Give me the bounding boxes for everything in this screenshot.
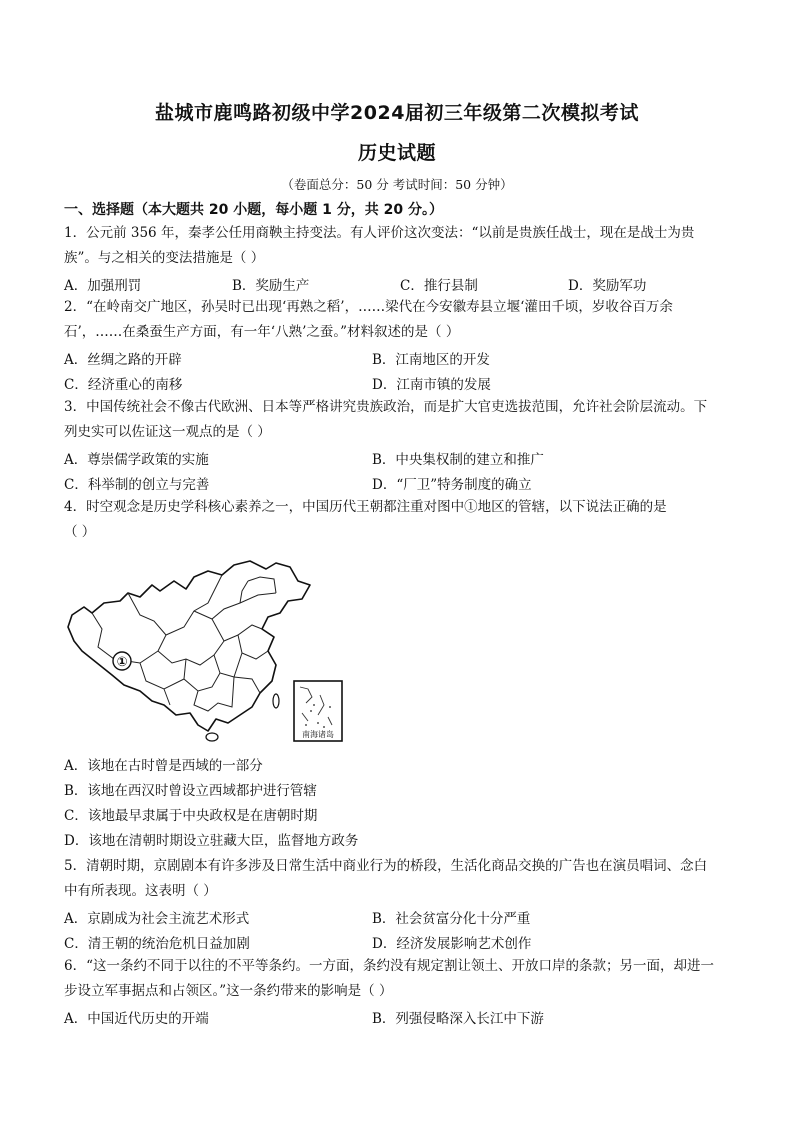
q1-stem-line1: 1．公元前 356 年，秦孝公任用商鞅主持变法。有人评价这次变法：“以前是贵族任战士，现在是战士为贵 xyxy=(64,225,695,241)
q6-option-a: A．中国近代历史的开端 xyxy=(64,1011,209,1027)
q6-stem-line2: 步设立军事据点和占领区。”这一条约带来的影响是（ ） xyxy=(64,983,393,999)
q1-option-d: D．奖励军功 xyxy=(568,278,647,294)
exam-meta: （卷面总分：50 分 考试时间：50 分钟） xyxy=(281,177,513,192)
q2-option-b: B．江南地区的开发 xyxy=(372,352,490,368)
region-1-label: ① xyxy=(116,655,128,670)
q6-option-b: B．列强侵略深入长江中下游 xyxy=(372,1011,544,1027)
q4-stem-line2: （ ） xyxy=(64,524,96,540)
q3-option-d: D．“厂卫”特务制度的确立 xyxy=(372,477,532,493)
q3-option-c: C．科举制的创立与完善 xyxy=(64,477,210,493)
q4-stem-line1: 4．时空观念是历史学科核心素养之一，中国历代王朝都注重对图中①地区的管辖，以下说法正确的是 xyxy=(64,499,667,515)
q5-option-c: C．清王朝的统治危机日益加剧 xyxy=(64,936,250,952)
q3-option-a: A．尊崇儒学政策的实施 xyxy=(64,452,209,468)
q5-option-b: B．社会贫富分化十分严重 xyxy=(372,911,531,927)
section-heading: 一、选择题（本大题共 20 小题，每小题 1 分，共 20 分。） xyxy=(64,202,443,218)
q4-option-a: A．该地在古时曾是西域的一部分 xyxy=(64,758,263,774)
subject-title: 历史试题 xyxy=(357,142,436,164)
q5-option-a: A．京剧成为社会主流艺术形式 xyxy=(64,911,250,927)
south-china-sea-inset xyxy=(294,681,342,741)
q3-stem-line1: 3．中国传统社会不像古代欧洲、日本等严格讲究贵族政治，而是扩大官吏选拔范围，允许社会阶层流动。下 xyxy=(64,399,708,415)
china-map-figure xyxy=(62,555,367,750)
q1-option-b: B．奖励生产 xyxy=(232,278,310,294)
q3-option-b: B．中央集权制的建立和推广 xyxy=(372,452,544,468)
q6-stem-line1: 6．“这一条约不同于以往的不平等条约。一方面，条约没有规定割让领土、开放口岸的条款；另一面，却进一 xyxy=(64,958,714,974)
q2-stem-line2: 石’，……在桑蚕生产方面，有一年‘八熟’之蚕。”材料叙述的是（ ） xyxy=(64,324,460,340)
school-exam-title: 盐城市鹿鸣路初级中学2024届初三年级第二次模拟考试 xyxy=(155,102,639,124)
q2-stem-line1: 2．“在岭南交广地区，孙吴时已出现‘再熟之稻’，……梁代在今安徽寿县立堰‘灌田千顷，岁收谷百万余 xyxy=(64,299,673,315)
q2-option-d: D．江南市镇的发展 xyxy=(372,377,491,393)
q2-option-a: A．丝绸之路的开辟 xyxy=(64,352,182,368)
q1-stem-line2: 族”。与之相关的变法措施是（ ） xyxy=(64,250,265,266)
inset-label: 南海诸岛 xyxy=(302,730,334,739)
q1-option-c: C．推行县制 xyxy=(400,278,478,294)
q1-option-a: A．加强刑罚 xyxy=(64,278,142,294)
q5-stem-line2: 中有所表现。这表明（ ） xyxy=(64,883,217,899)
q4-option-b: B．该地在西汉时曾设立西域都护进行管辖 xyxy=(64,783,317,799)
q5-option-d: D．经济发展影响艺术创作 xyxy=(372,936,532,952)
q4-option-c: C．该地最早隶属于中央政权是在唐朝时期 xyxy=(64,808,318,824)
q5-stem-line1: 5．清朝时期，京剧剧本有许多涉及日常生活中商业行为的桥段，生活化商品交换的广告也在演员唱词、念白 xyxy=(64,858,708,874)
q2-option-c: C．经济重心的南移 xyxy=(64,377,183,393)
q3-stem-line2: 列史实可以佐证这一观点的是（ ） xyxy=(64,424,271,440)
q4-option-d: D．该地在清朝时期设立驻藏大臣，监督地方政务 xyxy=(64,833,359,849)
